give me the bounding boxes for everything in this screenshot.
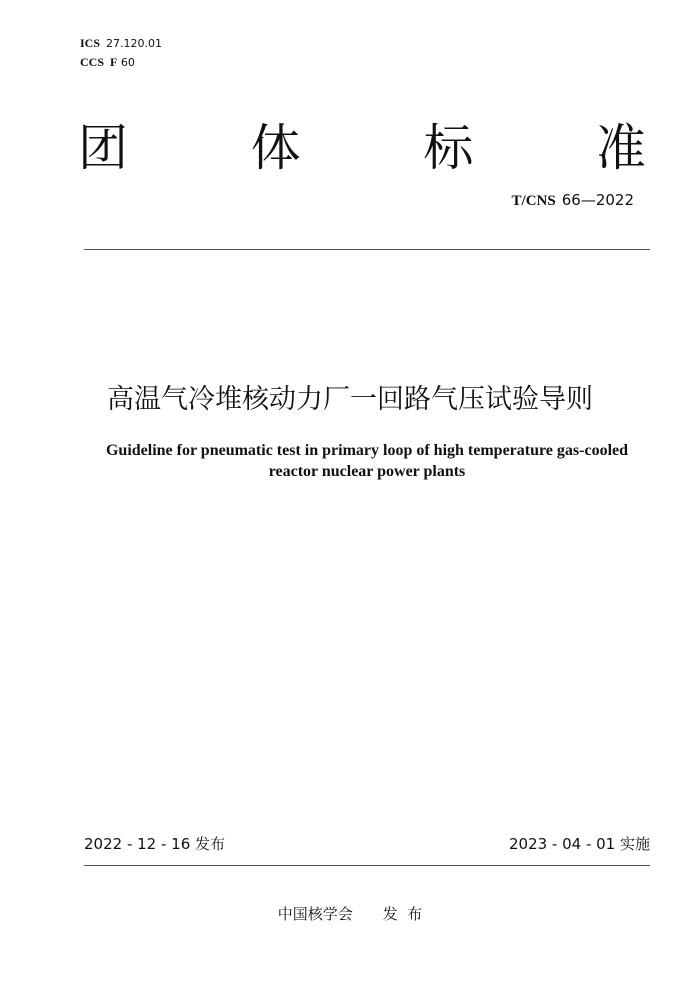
title-chinese: 高温气冷堆核动力厂一回路气压试验导则 bbox=[107, 384, 593, 415]
ics-line bbox=[80, 34, 162, 53]
ccs-line bbox=[80, 53, 162, 72]
standard-type-heading bbox=[78, 118, 646, 178]
title-english bbox=[80, 440, 654, 482]
standard-number-prefix: T/CNS bbox=[511, 193, 556, 209]
top-divider bbox=[84, 249, 650, 250]
implement-date: 2023 - 04 - 01 实施 bbox=[508, 835, 650, 853]
issuer-org: 中国核学会 bbox=[277, 905, 353, 923]
classification-codes bbox=[80, 34, 162, 72]
issuer-action: 发 布 bbox=[382, 905, 423, 923]
ics-label: ICS bbox=[80, 36, 101, 50]
standard-type-char: 标 bbox=[423, 119, 474, 177]
standard-number bbox=[512, 191, 634, 210]
title-english-line: Guideline for pneumatic test in primary loop of high temperature gas-cooled bbox=[105, 442, 629, 459]
title-english-line: reactor nuclear power plants bbox=[268, 463, 466, 480]
standard-type-char: 体 bbox=[250, 119, 301, 177]
ccs-letter: F bbox=[110, 55, 118, 69]
bottom-divider bbox=[84, 865, 650, 866]
ics-code: 27.120.01 bbox=[106, 37, 162, 50]
ccs-label: CCS bbox=[80, 55, 105, 69]
publish-date: 2022 - 12 - 16 发布 bbox=[84, 835, 226, 853]
issuer-line bbox=[0, 903, 700, 925]
standard-type-char: 团 bbox=[78, 119, 128, 177]
standard-number-value: 66—2022 bbox=[561, 191, 634, 209]
standard-type-char: 准 bbox=[595, 119, 646, 177]
ccs-code: 60 bbox=[120, 56, 135, 69]
